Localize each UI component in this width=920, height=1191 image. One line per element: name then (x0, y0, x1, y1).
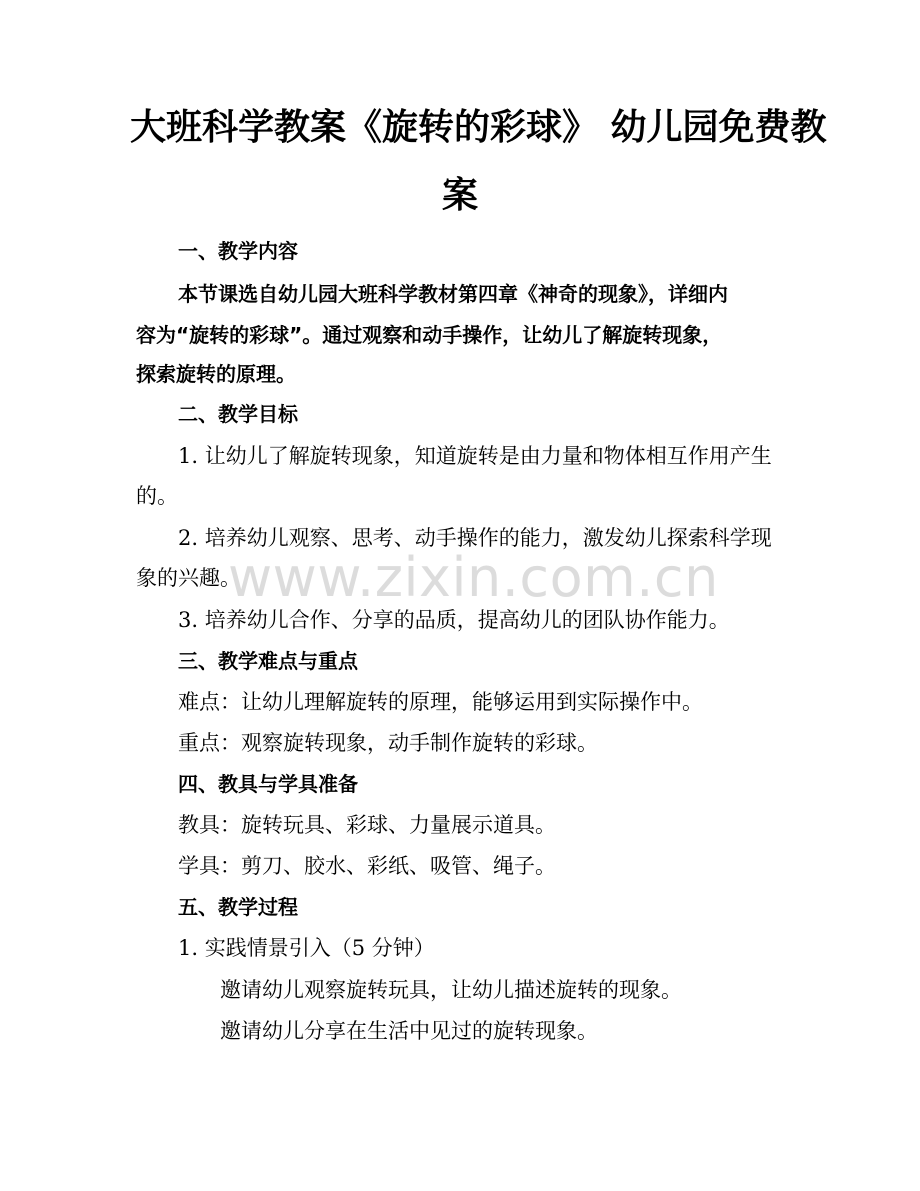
section-1-paragraph-line-3: 探索旋转的原理。 (136, 362, 296, 386)
teaching-aids-text: 教具：旋转玩具、彩球、力量展示道具。 (178, 813, 556, 837)
section-1-heading: 一、教学内容 (178, 239, 298, 263)
goal-1-line-1: 1. 让幼儿了解旋转现象，知道旋转是由力量和物体相互作用产生 (178, 444, 772, 468)
section-1-paragraph-line-2: 容为“旋转的彩球”。通过观察和动手操作，让幼儿了解旋转现象， (136, 323, 723, 347)
goal-2-line-1: 2. 培养幼儿观察、思考、动手操作的能力，激发幼儿探索科学现 (178, 526, 772, 550)
goal-2-line-2: 象的兴趣。 (136, 566, 241, 590)
watermark-text: www.zixin.com.cn (228, 546, 719, 609)
process-step-1-item-2: 邀请幼儿分享在生活中见过的旋转现象。 (220, 1019, 598, 1043)
goal-1-line-2: 的。 (136, 484, 178, 508)
process-step-1: 1. 实践情景引入（5 分钟） (178, 936, 435, 960)
section-2-heading: 二、教学目标 (178, 402, 298, 426)
document-title-line-1: 大班科学教案《旋转的彩球》 幼儿园免费教 (130, 107, 827, 148)
document-title-line-2: 案 (441, 175, 478, 216)
learning-aids-text: 学具：剪刀、胶水、彩纸、吸管、绳子。 (178, 854, 556, 878)
goal-3: 3. 培养幼儿合作、分享的品质，提高幼儿的团队协作能力。 (178, 608, 730, 632)
difficulty-text: 难点：让幼儿理解旋转的原理，能够运用到实际操作中。 (178, 690, 703, 714)
section-3-heading: 三、教学难点与重点 (178, 649, 358, 673)
section-1-paragraph-line-1: 本节课选自幼儿园大班科学教材第四章《神奇的现象》，详细内 (178, 282, 728, 306)
section-4-heading: 四、教具与学具准备 (178, 772, 358, 796)
process-step-1-item-1: 邀请幼儿观察旋转玩具，让幼儿描述旋转的现象。 (220, 978, 682, 1002)
section-5-heading: 五、教学过程 (178, 895, 298, 919)
key-point-text: 重点：观察旋转现象，动手制作旋转的彩球。 (178, 731, 598, 755)
